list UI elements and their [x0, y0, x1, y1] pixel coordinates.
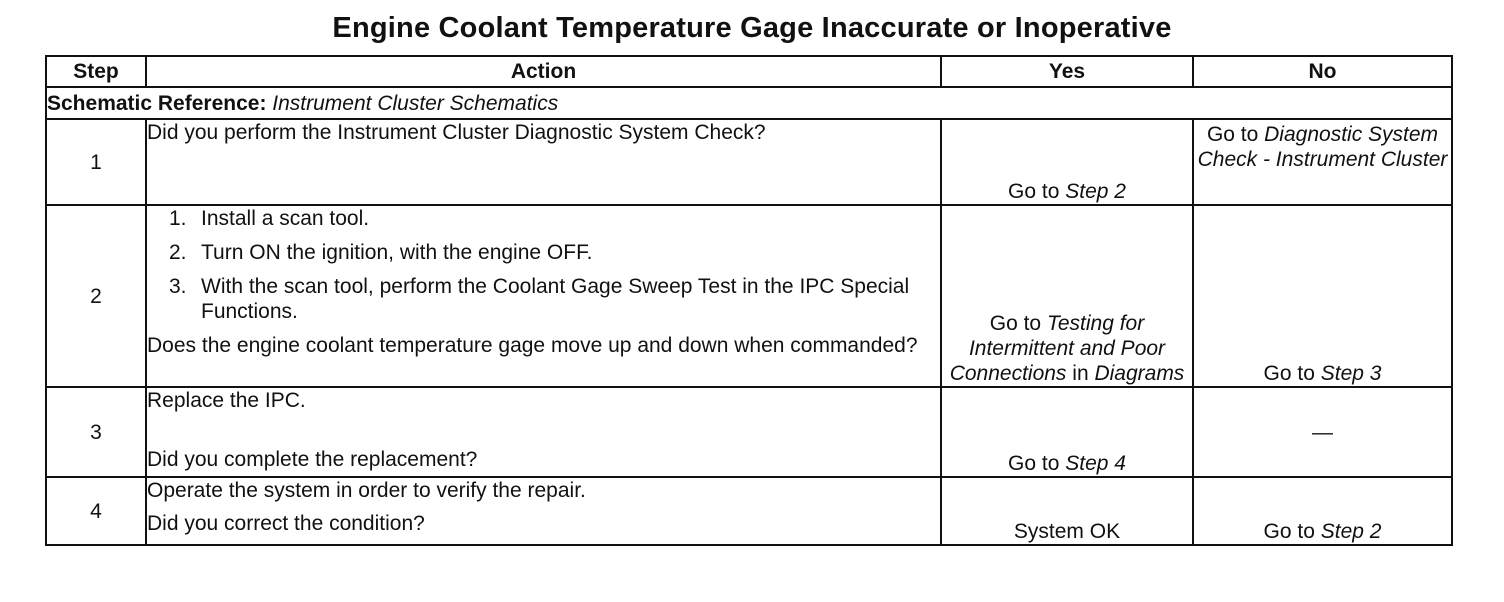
- yes-cell: [941, 477, 1193, 545]
- action-cell: [146, 205, 941, 387]
- yes-link: Step 4: [1065, 452, 1126, 475]
- substep: [169, 274, 940, 324]
- action-cell: [146, 477, 941, 545]
- yes-link: Testing for Intermittent and Poor Connections: [949, 312, 1166, 385]
- no-cell: [1193, 205, 1452, 387]
- substep: [169, 206, 940, 231]
- action-text: Replace the IPC.: [147, 389, 306, 412]
- question-text: Did you complete the replacement?: [147, 448, 478, 471]
- header-no: No: [1193, 56, 1452, 87]
- no-cell: [1193, 387, 1452, 477]
- step-number: 2: [46, 205, 146, 387]
- table-row: [46, 205, 1452, 387]
- action-text: Did you perform the Instrument Cluster Diagnostic System Check?: [147, 121, 766, 144]
- diagnostic-table: [45, 55, 1453, 546]
- yes-cell: [941, 387, 1193, 477]
- yes-mid: in: [1066, 362, 1095, 385]
- substep-text: Turn ON the ignition, with the engine OFF.: [201, 241, 593, 264]
- table-row: [46, 119, 1452, 205]
- schematic-label: Schematic Reference:: [47, 91, 267, 115]
- no-link: Step 3: [1320, 362, 1382, 385]
- header-action: Action: [146, 56, 941, 87]
- question-text: Did you correct the condition?: [147, 512, 425, 535]
- yes-prefix: Go to: [1008, 452, 1066, 475]
- step-number: 3: [46, 387, 146, 477]
- step-number: 1: [46, 119, 146, 205]
- yes-cell: [941, 205, 1193, 387]
- schematic-row: [46, 87, 1452, 119]
- yes-cell: [941, 119, 1193, 205]
- no-dash: —: [1312, 420, 1333, 444]
- no-link: Diagnostic System Check - Instrument Cluster: [1197, 123, 1448, 171]
- header-step: Step: [46, 56, 146, 87]
- header-row: [46, 56, 1452, 87]
- action-cell: [146, 119, 941, 205]
- substep-number: 2.: [169, 241, 187, 264]
- yes-link-2: Diagrams: [1094, 362, 1185, 385]
- substep-text: Install a scan tool.: [201, 207, 370, 230]
- substep-number: 3.: [169, 275, 187, 298]
- no-prefix: Go to: [1206, 123, 1265, 146]
- schematic-reference: [46, 87, 1452, 119]
- no-cell: [1193, 477, 1452, 545]
- substep-list: [147, 206, 940, 324]
- substep-text: With the scan tool, perform the Coolant Gage Sweep Test in the IPC Special Functions.: [201, 275, 910, 323]
- header-yes: Yes: [941, 56, 1193, 87]
- table-row: [46, 477, 1452, 545]
- no-link: Step 2: [1320, 520, 1382, 543]
- no-prefix: Go to: [1263, 520, 1321, 543]
- table-row: [46, 387, 1452, 477]
- substep: [169, 240, 940, 265]
- yes-prefix: Go to: [1008, 180, 1066, 203]
- action-cell: [146, 387, 941, 477]
- page-title: Engine Coolant Temperature Gage Inaccurate or Inoperative: [332, 12, 1172, 44]
- no-cell: [1193, 119, 1452, 205]
- question-text: Does the engine coolant temperature gage move up and down when commanded?: [147, 334, 918, 357]
- step-number: 4: [46, 477, 146, 545]
- substep-number: 1.: [169, 207, 187, 230]
- yes-prefix: Go to: [989, 312, 1047, 335]
- no-prefix: Go to: [1263, 362, 1321, 385]
- schematic-value: Instrument Cluster Schematics: [272, 91, 559, 115]
- yes-text: System OK: [1013, 520, 1121, 543]
- yes-link: Step 2: [1065, 180, 1126, 203]
- action-text: Operate the system in order to verify the repair.: [147, 479, 586, 502]
